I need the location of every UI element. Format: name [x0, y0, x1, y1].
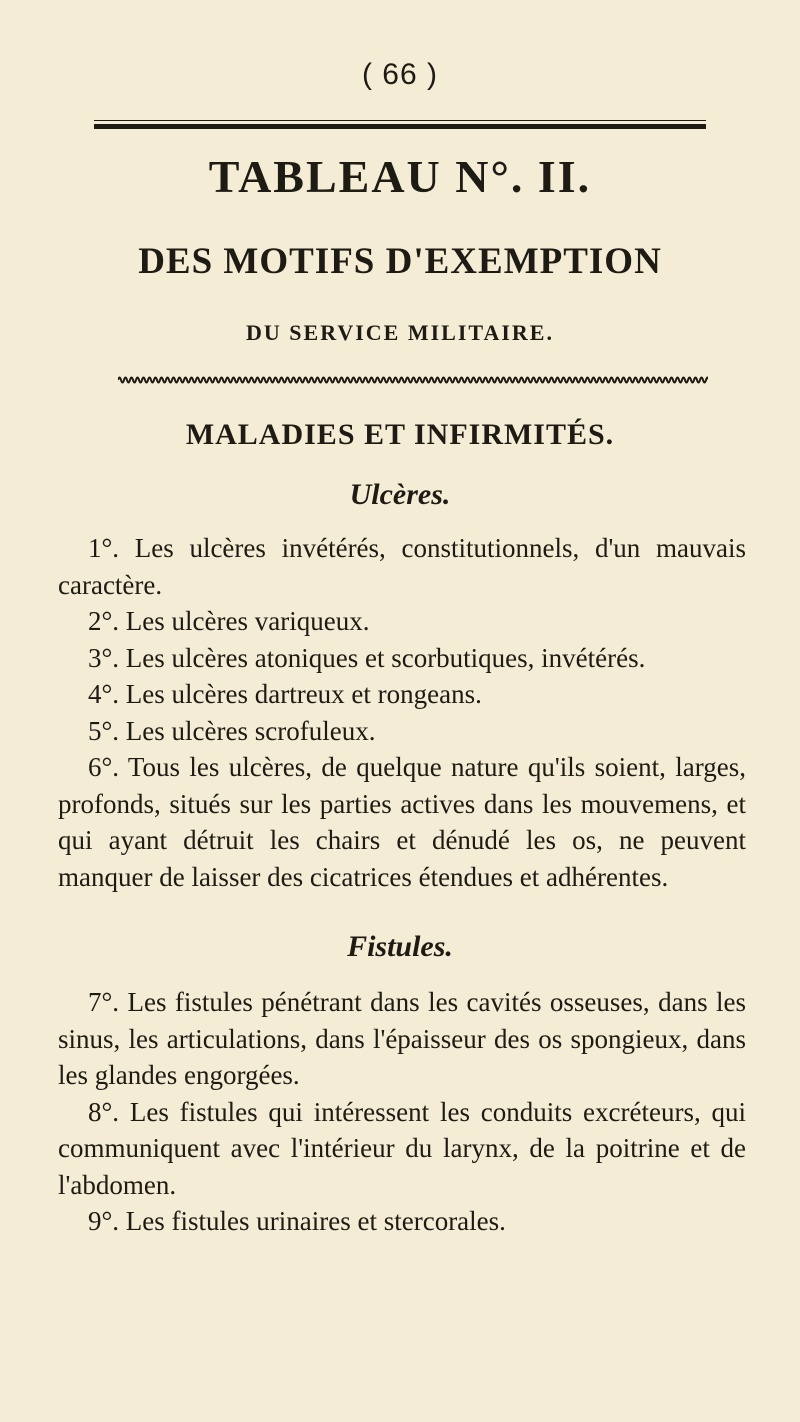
list-item: 5°. Les ulcères scrofuleux. [88, 715, 376, 746]
table-subtitle: DES MOTIFS D'EXEMPTION [138, 241, 662, 282]
top-rule-thick [94, 124, 706, 129]
list-item: 6°. Tous les ulcères, de quelque nature qu'ils soient, larges, profonds, situés sur les parties actives dans les mouvemens, et qui ayant détruit les chairs et dénudé les os, ne peuvent manquer de laisser des cicatrices étendues et adhérentes. [58, 752, 746, 892]
list-item: 9°. Les fistules urinaires et stercorales. [88, 1206, 506, 1236]
ulceres-list [58, 530, 746, 895]
table-subsubtitle: DU SERVICE MILITAIRE. [246, 320, 554, 345]
list-item: 7°. Les fistules pénétrant dans les cavités osseuses, dans les sinus, les articulations, dans l'épaisseur des os spongieux, dans les glandes engorgées. [58, 987, 746, 1090]
list-item: 1°. Les ulcères invétérés, constitutionnels, d'un mauvais caractère. [58, 533, 746, 600]
section-title: MALADIES ET INFIRMITÉS. [185, 418, 615, 451]
fistules-list [58, 984, 746, 1240]
fistules-heading: Fistules. [347, 930, 453, 963]
wavy-divider [118, 374, 708, 386]
list-item: 3°. Les ulcères atoniques et scorbutiques, invétérés. [88, 642, 646, 673]
top-rule-thin [94, 120, 706, 121]
list-item: 2°. Les ulcères variqueux. [88, 606, 370, 636]
page-number: ( 66 ) [361, 58, 439, 91]
table-title: TABLEAU N°. II. [208, 151, 592, 202]
list-item: 4°. Les ulcères dartreux et rongeans. [88, 679, 482, 709]
list-item: 8°. Les fistules qui intéressent les conduits excréteurs, qui communiquent avec l'intérieur du larynx, de la poitrine et de l'abdomen. [58, 1096, 746, 1200]
ulceres-heading: Ulcères. [349, 478, 451, 511]
